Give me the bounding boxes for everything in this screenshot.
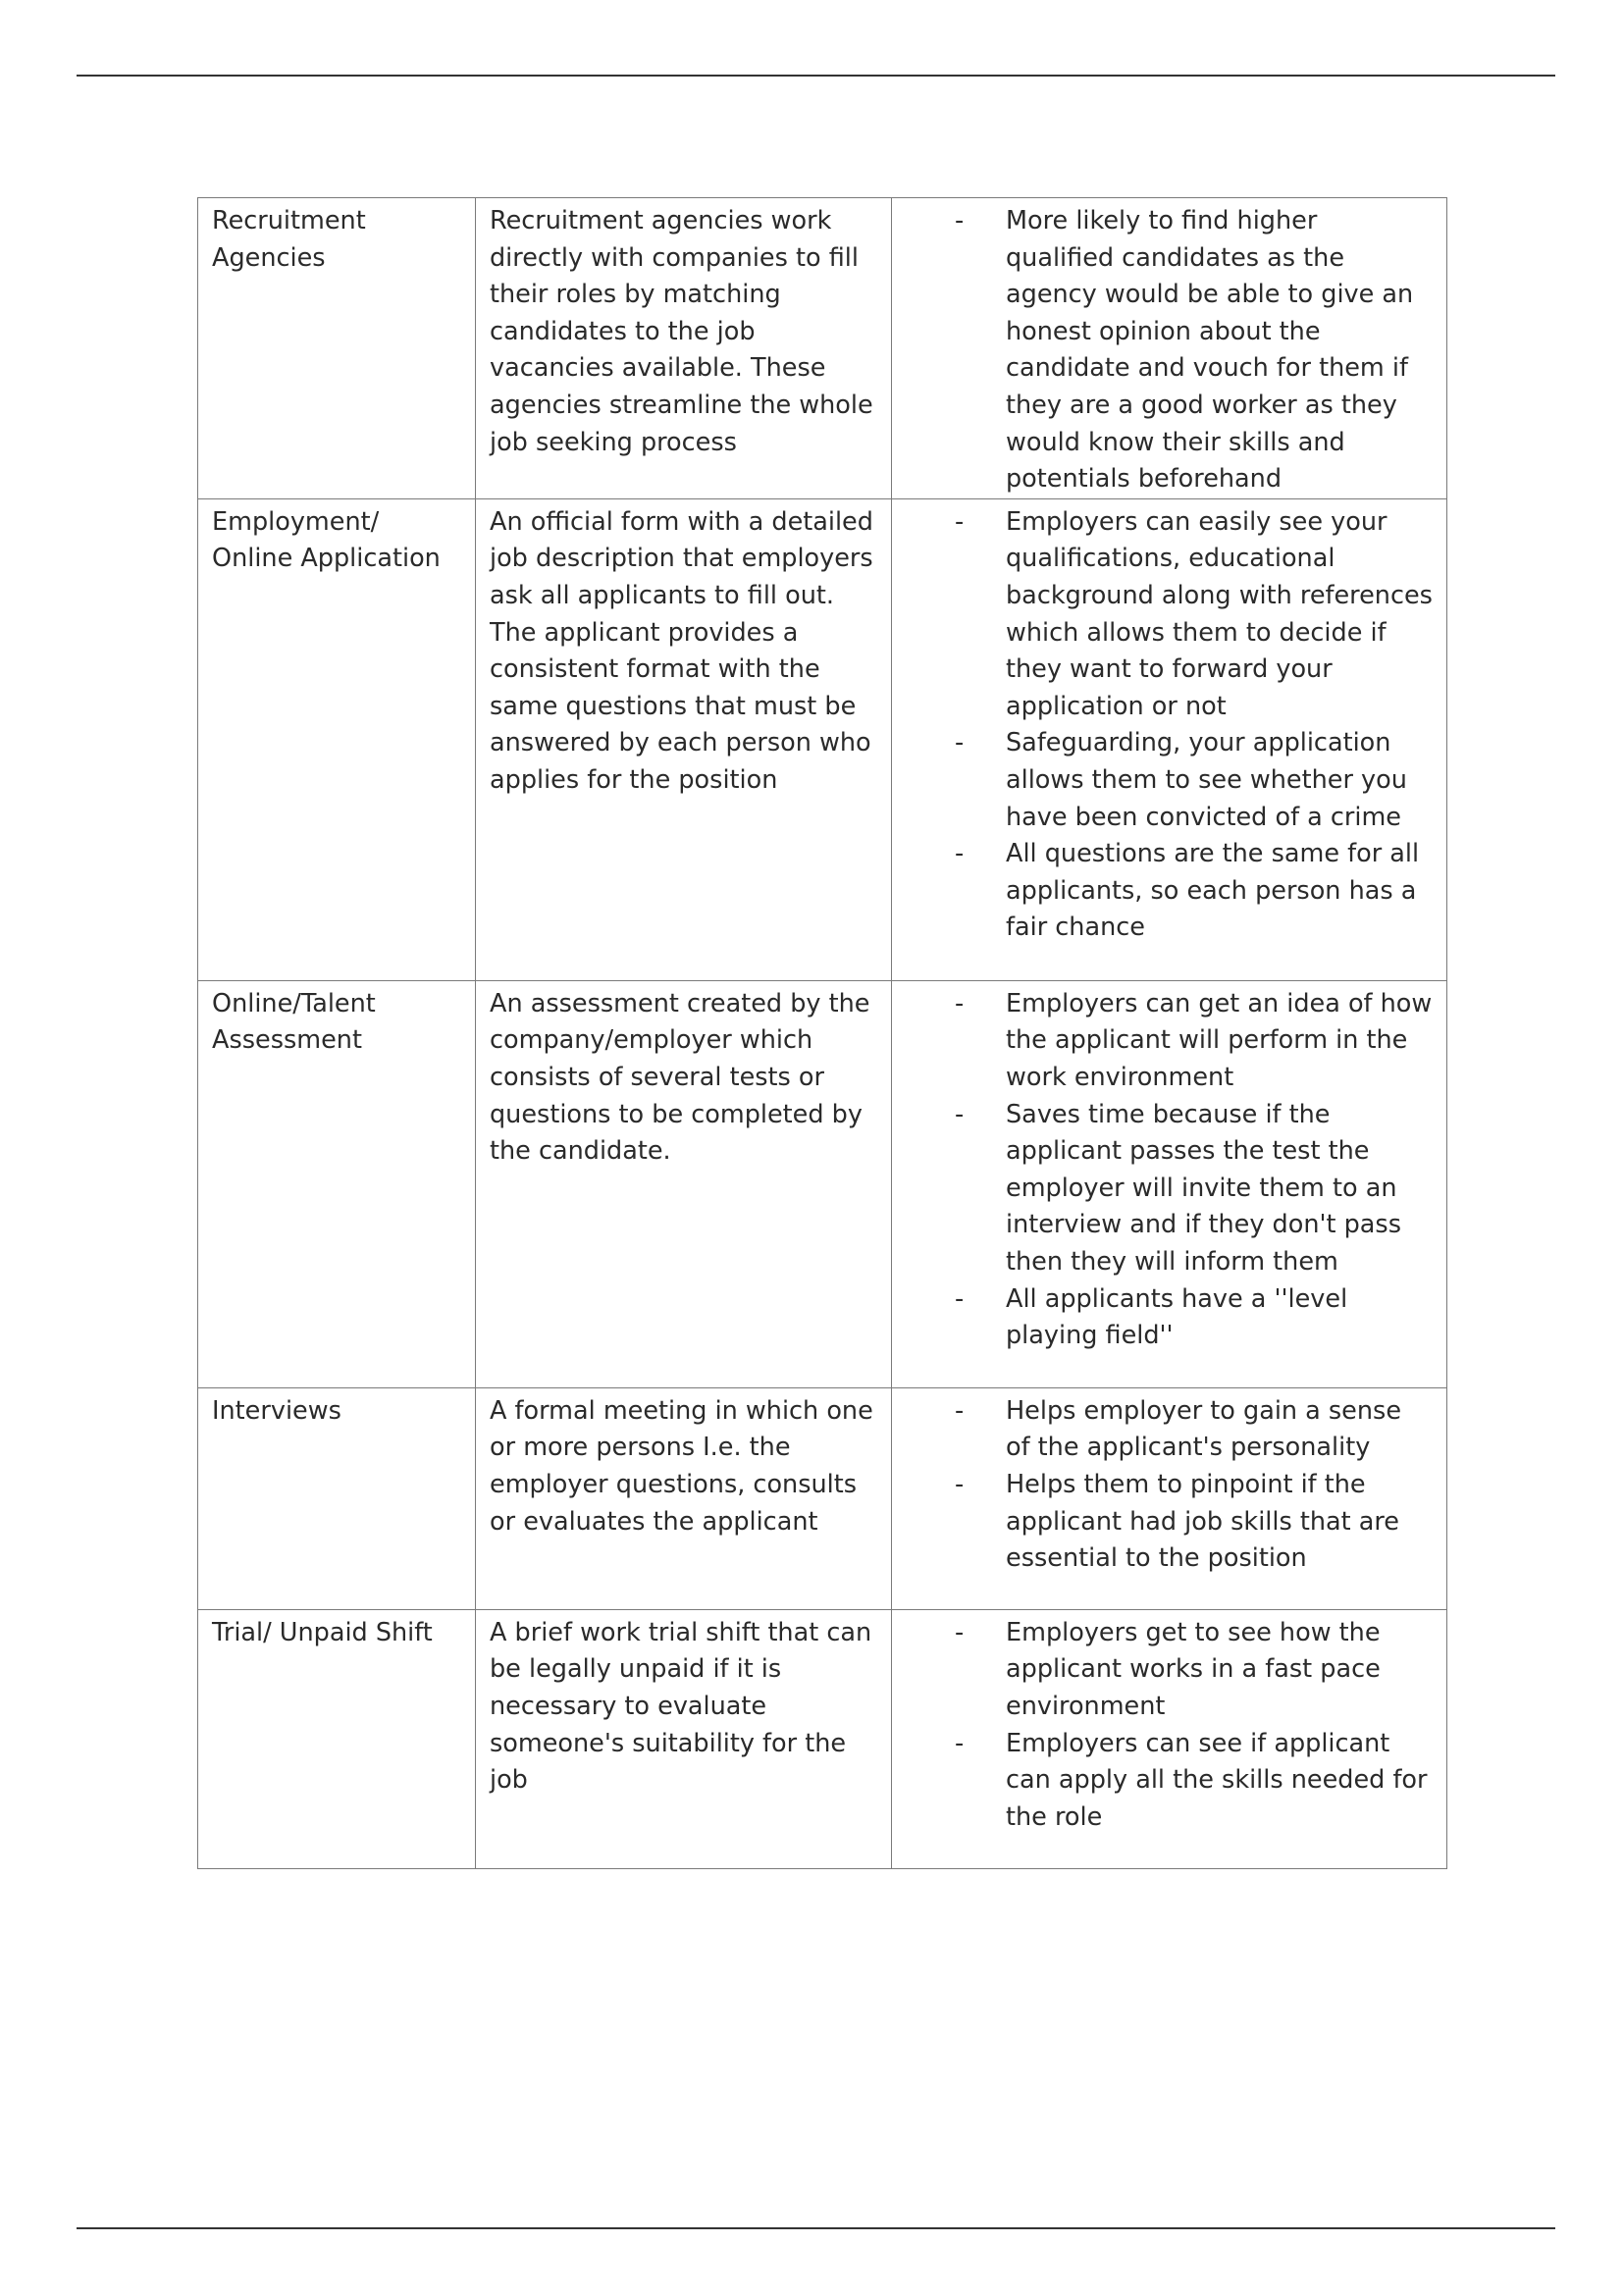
description-cell: Recruitment agencies work directly with companies to fill their roles by matching candidates to the job vacancies available. These agencies streamline the whole job seeking process	[476, 198, 892, 499]
table-row	[198, 980, 1447, 1387]
list-item	[906, 1615, 1433, 1726]
table-row	[198, 1609, 1447, 1868]
point-text: All questions are the same for all applicants, so each person has a fair chance	[1006, 839, 1420, 943]
advantages-cell	[892, 980, 1447, 1387]
advantages-list	[906, 1615, 1433, 1837]
table-row	[198, 198, 1447, 499]
point-text: All applicants have a ''level playing field''	[1006, 1283, 1348, 1351]
header-rule	[77, 75, 1555, 77]
recruitment-methods-table	[197, 197, 1447, 1869]
point-text: Employers can easily see your qualifications, educational background along with references which allows them to decide if they want to forward your application or not	[1006, 506, 1433, 721]
list-item	[906, 1467, 1433, 1578]
method-cell: Online/Talent Assessment	[198, 980, 476, 1387]
description-cell: An official form with a detailed job description that employers ask all applicants to fill out. The applicant provides a consistent format with the same questions that must be answered by each person who applies for the position	[476, 498, 892, 980]
method-cell: Interviews	[198, 1387, 476, 1609]
dash-bullet-icon: -	[955, 1728, 965, 1758]
list-item	[906, 504, 1433, 726]
table-row	[198, 1387, 1447, 1609]
advantages-list	[906, 1393, 1433, 1578]
footer-rule	[77, 2227, 1555, 2229]
dash-bullet-icon: -	[955, 1283, 965, 1314]
point-text: Helps them to pinpoint if the applicant had job skills that are essential to the position	[1006, 1469, 1399, 1574]
list-item	[906, 203, 1433, 498]
advantages-list	[906, 504, 1433, 947]
description-cell: A brief work trial shift that can be legally unpaid if it is necessary to evaluate someone's suitability for the job	[476, 1609, 892, 1868]
description-cell: A formal meeting in which one or more persons I.e. the employer questions, consults or evaluates the applicant	[476, 1387, 892, 1609]
advantages-list	[906, 203, 1433, 498]
point-text: Helps employer to gain a sense of the applicant's personality	[1006, 1395, 1402, 1463]
list-item	[906, 1281, 1433, 1355]
table-row	[198, 498, 1447, 980]
list-item	[906, 1393, 1433, 1467]
advantages-cell	[892, 198, 1447, 499]
dash-bullet-icon: -	[955, 1469, 965, 1499]
list-item	[906, 1726, 1433, 1837]
dash-bullet-icon: -	[955, 988, 965, 1018]
dash-bullet-icon: -	[955, 1617, 965, 1647]
point-text: Safeguarding, your application allows them to see whether you have been convicted of a crime	[1006, 728, 1407, 832]
dash-bullet-icon: -	[955, 728, 965, 758]
dash-bullet-icon: -	[955, 206, 965, 235]
dash-bullet-icon: -	[955, 506, 965, 537]
list-item	[906, 986, 1433, 1097]
list-item	[906, 836, 1433, 947]
advantages-cell	[892, 1609, 1447, 1868]
point-text: Employers get to see how the applicant works in a fast pace environment	[1006, 1617, 1381, 1721]
description-cell: An assessment created by the company/employer which consists of several tests or questions to be completed by the candidate.	[476, 980, 892, 1387]
list-item	[906, 1097, 1433, 1281]
advantages-list	[906, 986, 1433, 1355]
point-text: Employers can see if applicant can apply all the skills needed for the role	[1006, 1728, 1428, 1832]
point-text: More likely to find higher qualified candidates as the agency would be able to give an honest opinion about the candidate and vouch for them if they are a good worker as they would know their skills and potentials beforehand	[1006, 206, 1414, 495]
point-text: Saves time because if the applicant passes the test the employer will invite them to an interview and if they don't pass then they will inform them	[1006, 1099, 1401, 1277]
list-item	[906, 725, 1433, 836]
method-cell: Employment/ Online Application	[198, 498, 476, 980]
advantages-cell	[892, 1387, 1447, 1609]
dash-bullet-icon: -	[955, 1099, 965, 1129]
dash-bullet-icon: -	[955, 1395, 965, 1426]
method-cell: Trial/ Unpaid Shift	[198, 1609, 476, 1868]
advantages-cell	[892, 498, 1447, 980]
dash-bullet-icon: -	[955, 839, 965, 869]
point-text: Employers can get an idea of how the applicant will perform in the work environment	[1006, 988, 1433, 1092]
method-cell: Recruitment Agencies	[198, 198, 476, 499]
